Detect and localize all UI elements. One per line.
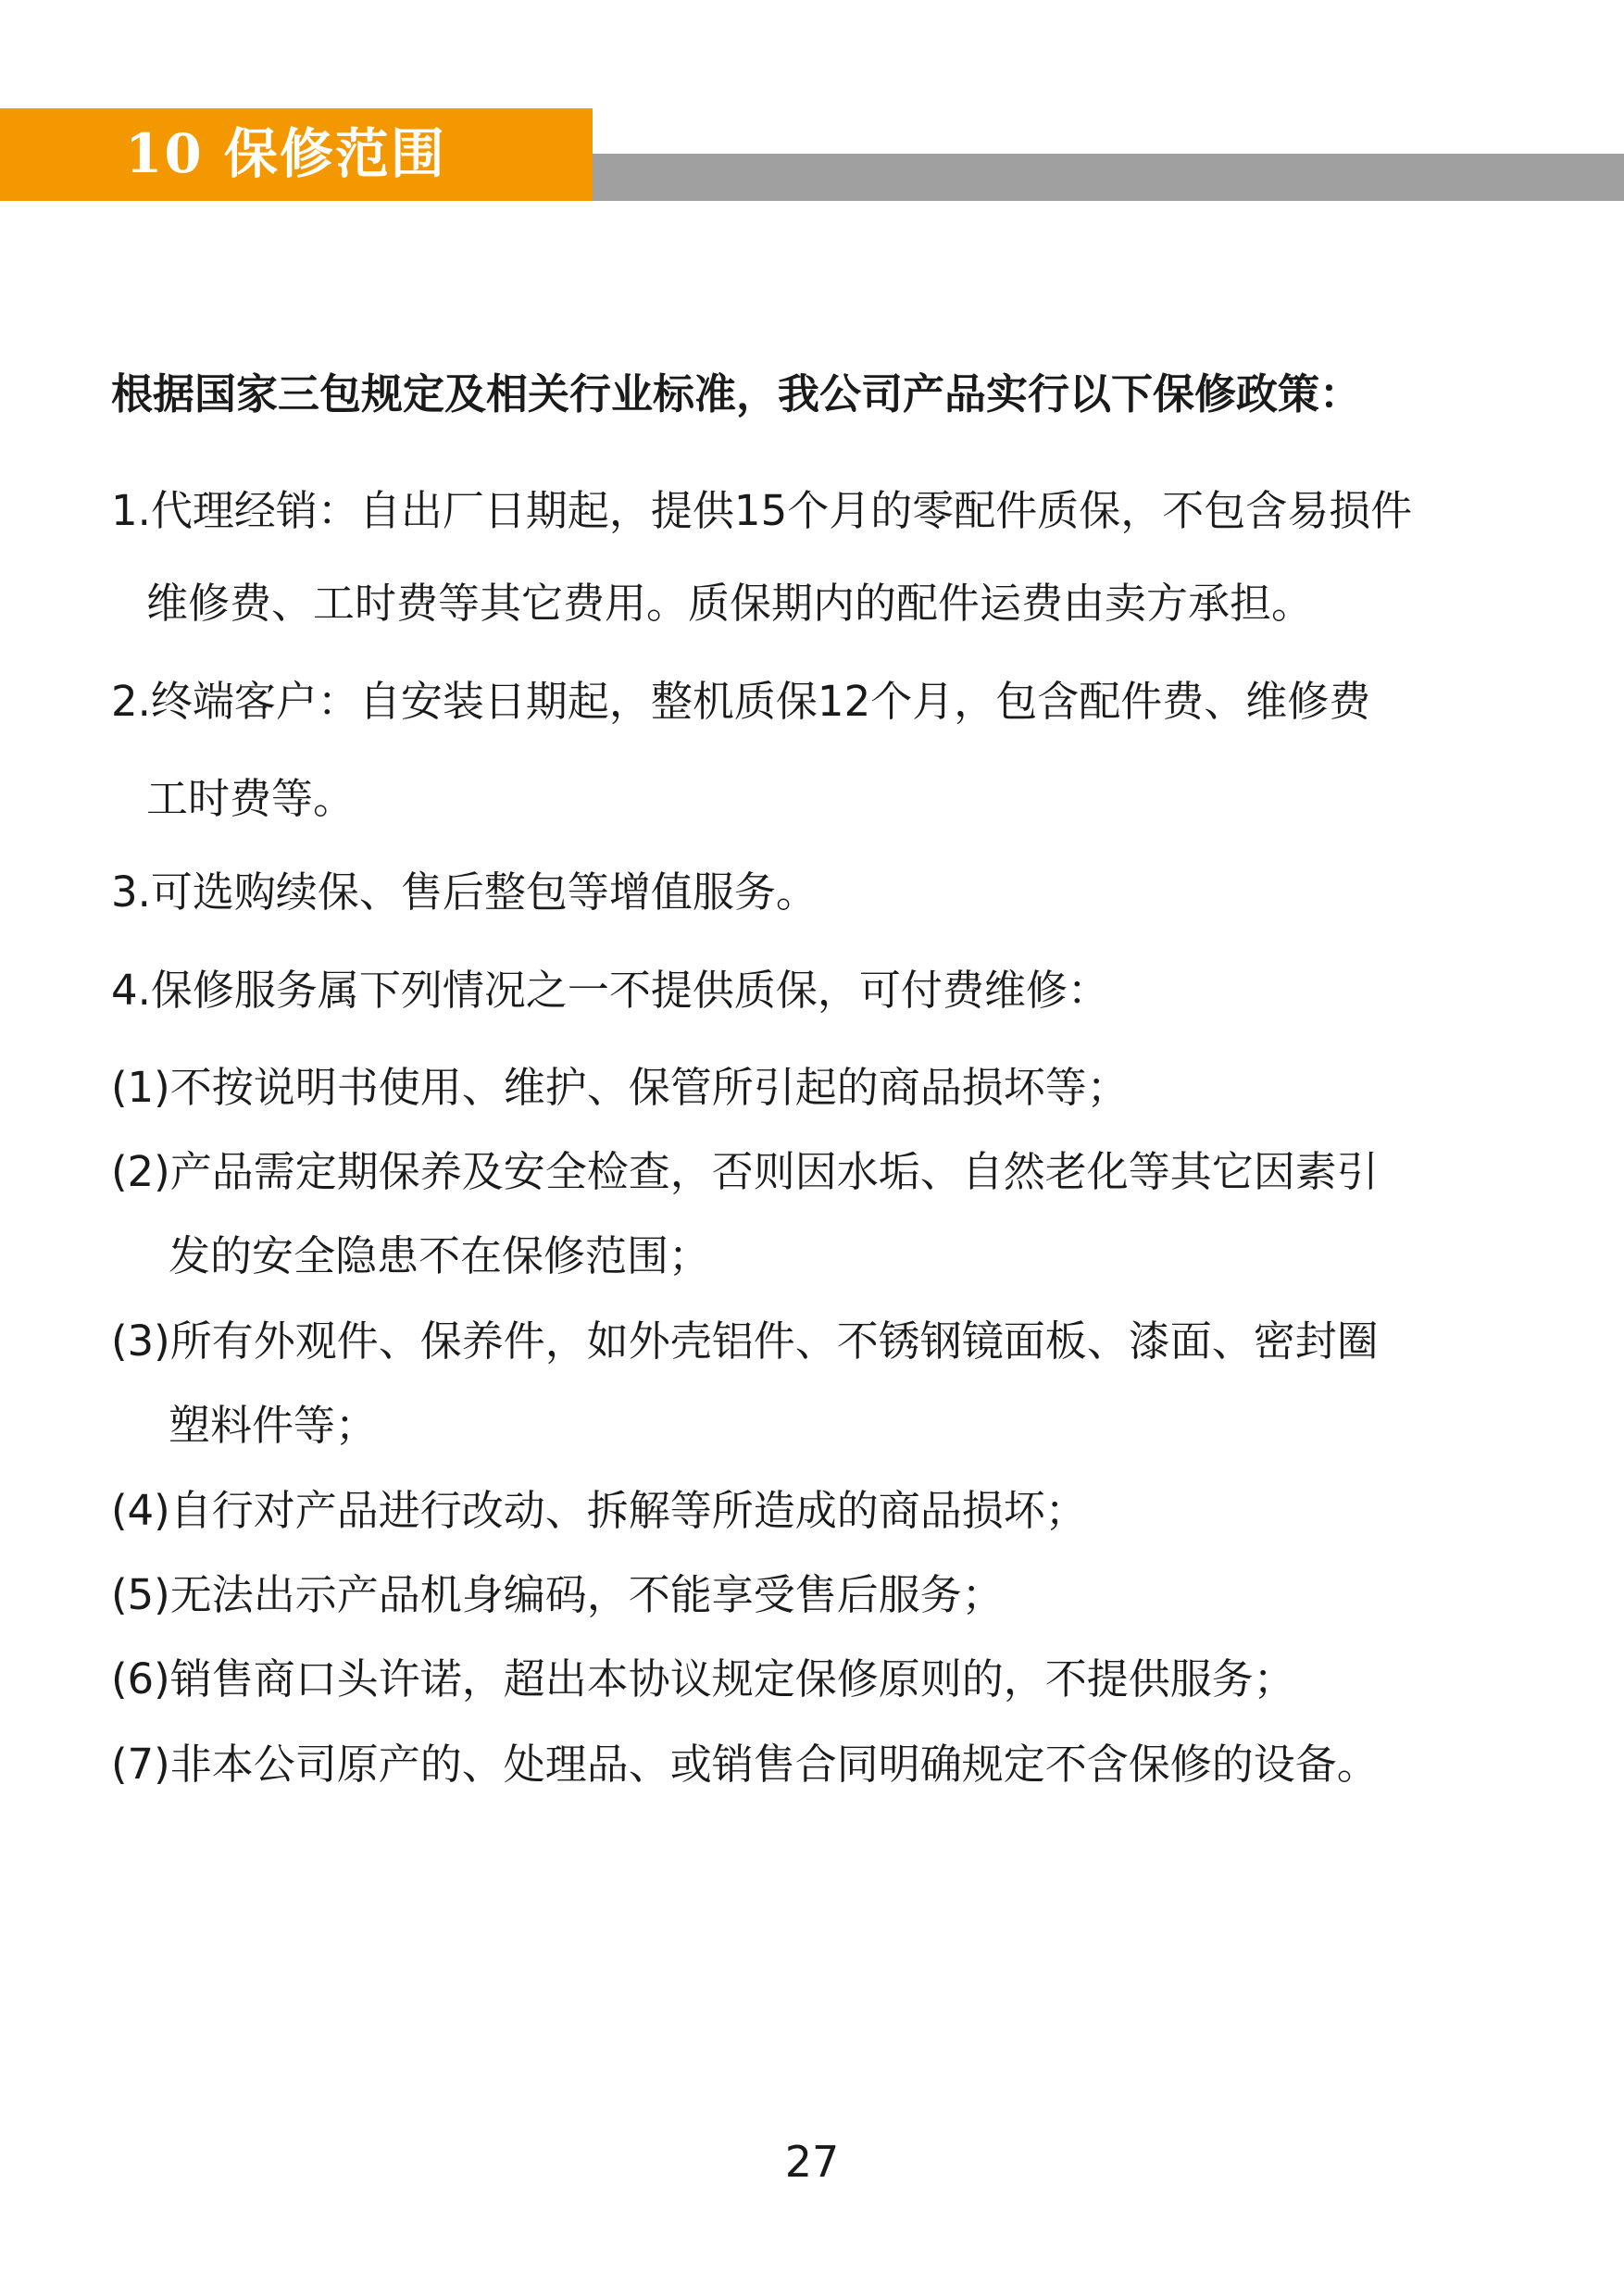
policy-item-3: 3.可选购续保、售后整包等增值服务。 [111,867,818,917]
header-orange-block [0,108,593,201]
exclusion-item-4: (4)自行对产品进行改动、拆解等所造成的商品损坏； [111,1486,1087,1535]
exclusion-item-5: (5)无法出示产品机身编码，不能享受售后服务； [111,1570,1004,1619]
policy-item-1-line-1: 1.代理经销：自出厂日期起，提供15个月的零配件质保，不包含易损件 [111,486,1413,535]
exclusion-item-2-line-1: (2)产品需定期保养及安全检查，否则因水垢、自然老化等其它因素引 [111,1147,1379,1196]
section-title: 10 保修范围 [125,122,446,185]
policy-item-1-line-2: 维修费、工时费等其它费用。质保期内的配件运费由卖方承担。 [146,579,1314,628]
section-header-bar [0,108,1624,201]
exclusion-item-1: (1)不按说明书使用、维护、保管所引起的商品损坏等； [111,1063,1129,1112]
exclusion-item-3-line-1: (3)所有外观件、保养件，如外壳铝件、不锈钢镜面板、漆面、密封圈 [111,1316,1379,1366]
page-number: 27 [784,2137,840,2187]
policy-item-4: 4.保修服务属下列情况之一不提供质保，可付费维修： [111,966,1109,1015]
policy-item-2-line-2: 工时费等。 [146,774,356,823]
header-gray-stripe [593,154,1624,201]
exclusion-item-7: (7)非本公司原产的、处理品、或销售合同明确规定不含保修的设备。 [111,1740,1379,1789]
policy-item-2-line-1: 2.终端客户：自安装日期起，整机质保12个月，包含配件费、维修费 [111,677,1371,726]
exclusion-item-6: (6)销售商口头许诺，超出本协议规定保修原则的，不提供服务； [111,1654,1295,1703]
exclusion-item-3-line-2: 塑料件等； [169,1401,378,1450]
exclusion-item-2-line-2: 发的安全隐患不在保修范围； [169,1231,711,1280]
intro-paragraph: 根据国家三包规定及相关行业标准，我公司产品实行以下保修政策： [111,369,1362,418]
